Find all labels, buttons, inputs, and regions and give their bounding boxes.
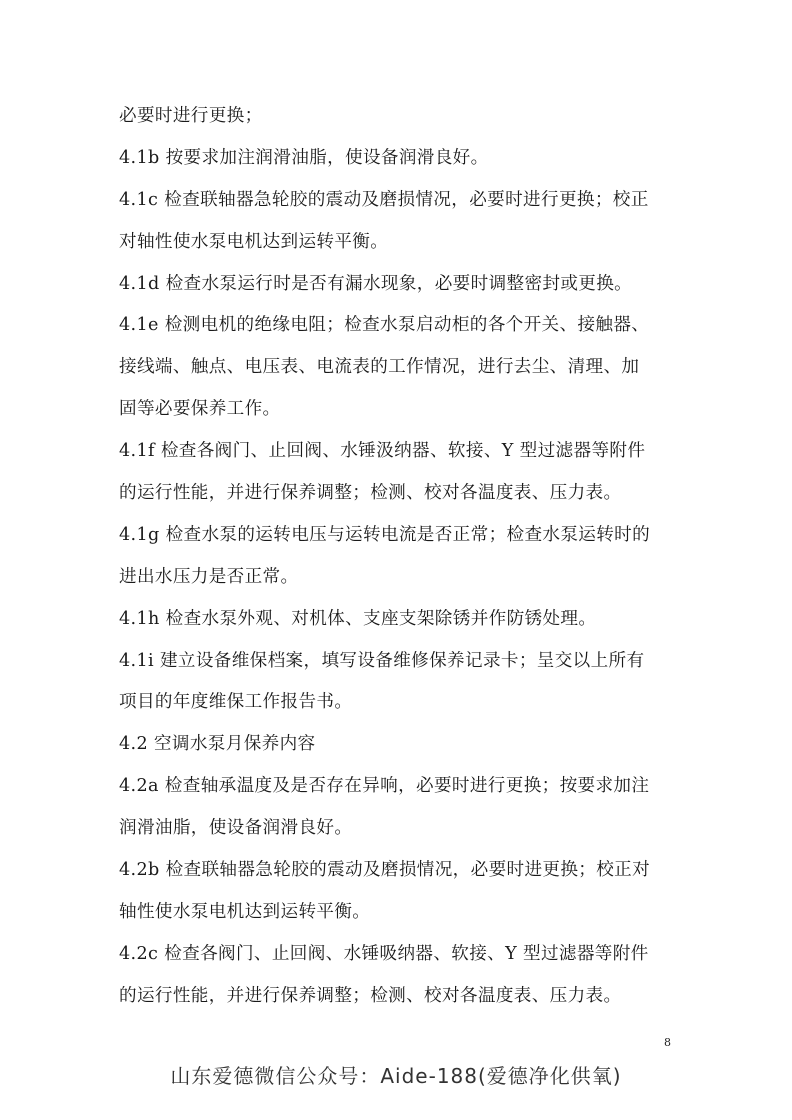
text-line: 4.2a 检查轴承温度及是否存在异响，必要时进行更换；按要求加注 (119, 776, 650, 797)
text-line: 4.1e 检测电机的绝缘电阻；检查水泵启动柜的各个开关、接触器、 (119, 315, 650, 336)
text-line: 4.2b 检查联轴器急轮胶的震动及磨损情况，必要时进更换；校正对 (119, 860, 651, 881)
text-line: 4.1h 检查水泵外观、对机体、支座支架除锈并作防锈处理。 (119, 608, 597, 629)
text-line: 润滑油脂，使设备润滑良好。 (119, 818, 353, 839)
text-line: 4.1i 建立设备维保档案，填写设备维修保养记录卡；呈交以上所有 (119, 650, 645, 671)
text-line: 4.2c 检查各阀门、止回阀、水锤吸纳器、软接、Y 型过滤器等附件 (119, 943, 649, 964)
footer-watermark: 山东爱德微信公众号：Aide-188(爱德净化供氧) (170, 1064, 622, 1088)
text-line: 4.1g 检查水泵的运转电压与运转电流是否正常；检查水泵运转时的 (119, 524, 651, 545)
text-line: 必要时进行更换； (119, 106, 263, 126)
text-line: 的运行性能，并进行保养调整；检测、校对各温度表、压力表。 (119, 985, 622, 1006)
text-line: 4.1f 检查各阀门、止回阀、水锤汲纳器、软接、Y 型过滤器等附件 (119, 441, 646, 462)
text-line: 对轴性使水泵电机达到运转平衡。 (119, 231, 389, 252)
text-line: 固等必要保养工作。 (119, 399, 281, 420)
text-line: 轴性使水泵电机达到运转平衡。 (119, 901, 371, 922)
text-line: 4.1c 检查联轴器急轮胶的震动及磨损情况，必要时进行更换；校正 (119, 189, 649, 210)
text-line: 的运行性能，并进行保养调整；检测、校对各温度表、压力表。 (119, 483, 622, 504)
text-line: 接线端、触点、电压表、电流表的工作情况，进行去尘、清理、加 (119, 357, 640, 378)
text-line: 4.1b 按要求加注润滑油脂，使设备润滑良好。 (119, 147, 489, 168)
text-line: 进出水压力是否正常。 (119, 566, 299, 587)
document-body (119, 96, 679, 1018)
text-line: 4.1d 检查水泵运行时是否有漏水现象，必要时调整密封或更换。 (119, 273, 633, 294)
page-number: 8 (664, 1036, 671, 1049)
text-line: 项目的年度维保工作报告书。 (119, 692, 353, 713)
section-heading: 4.2 空调水泵月保养内容 (119, 734, 316, 755)
